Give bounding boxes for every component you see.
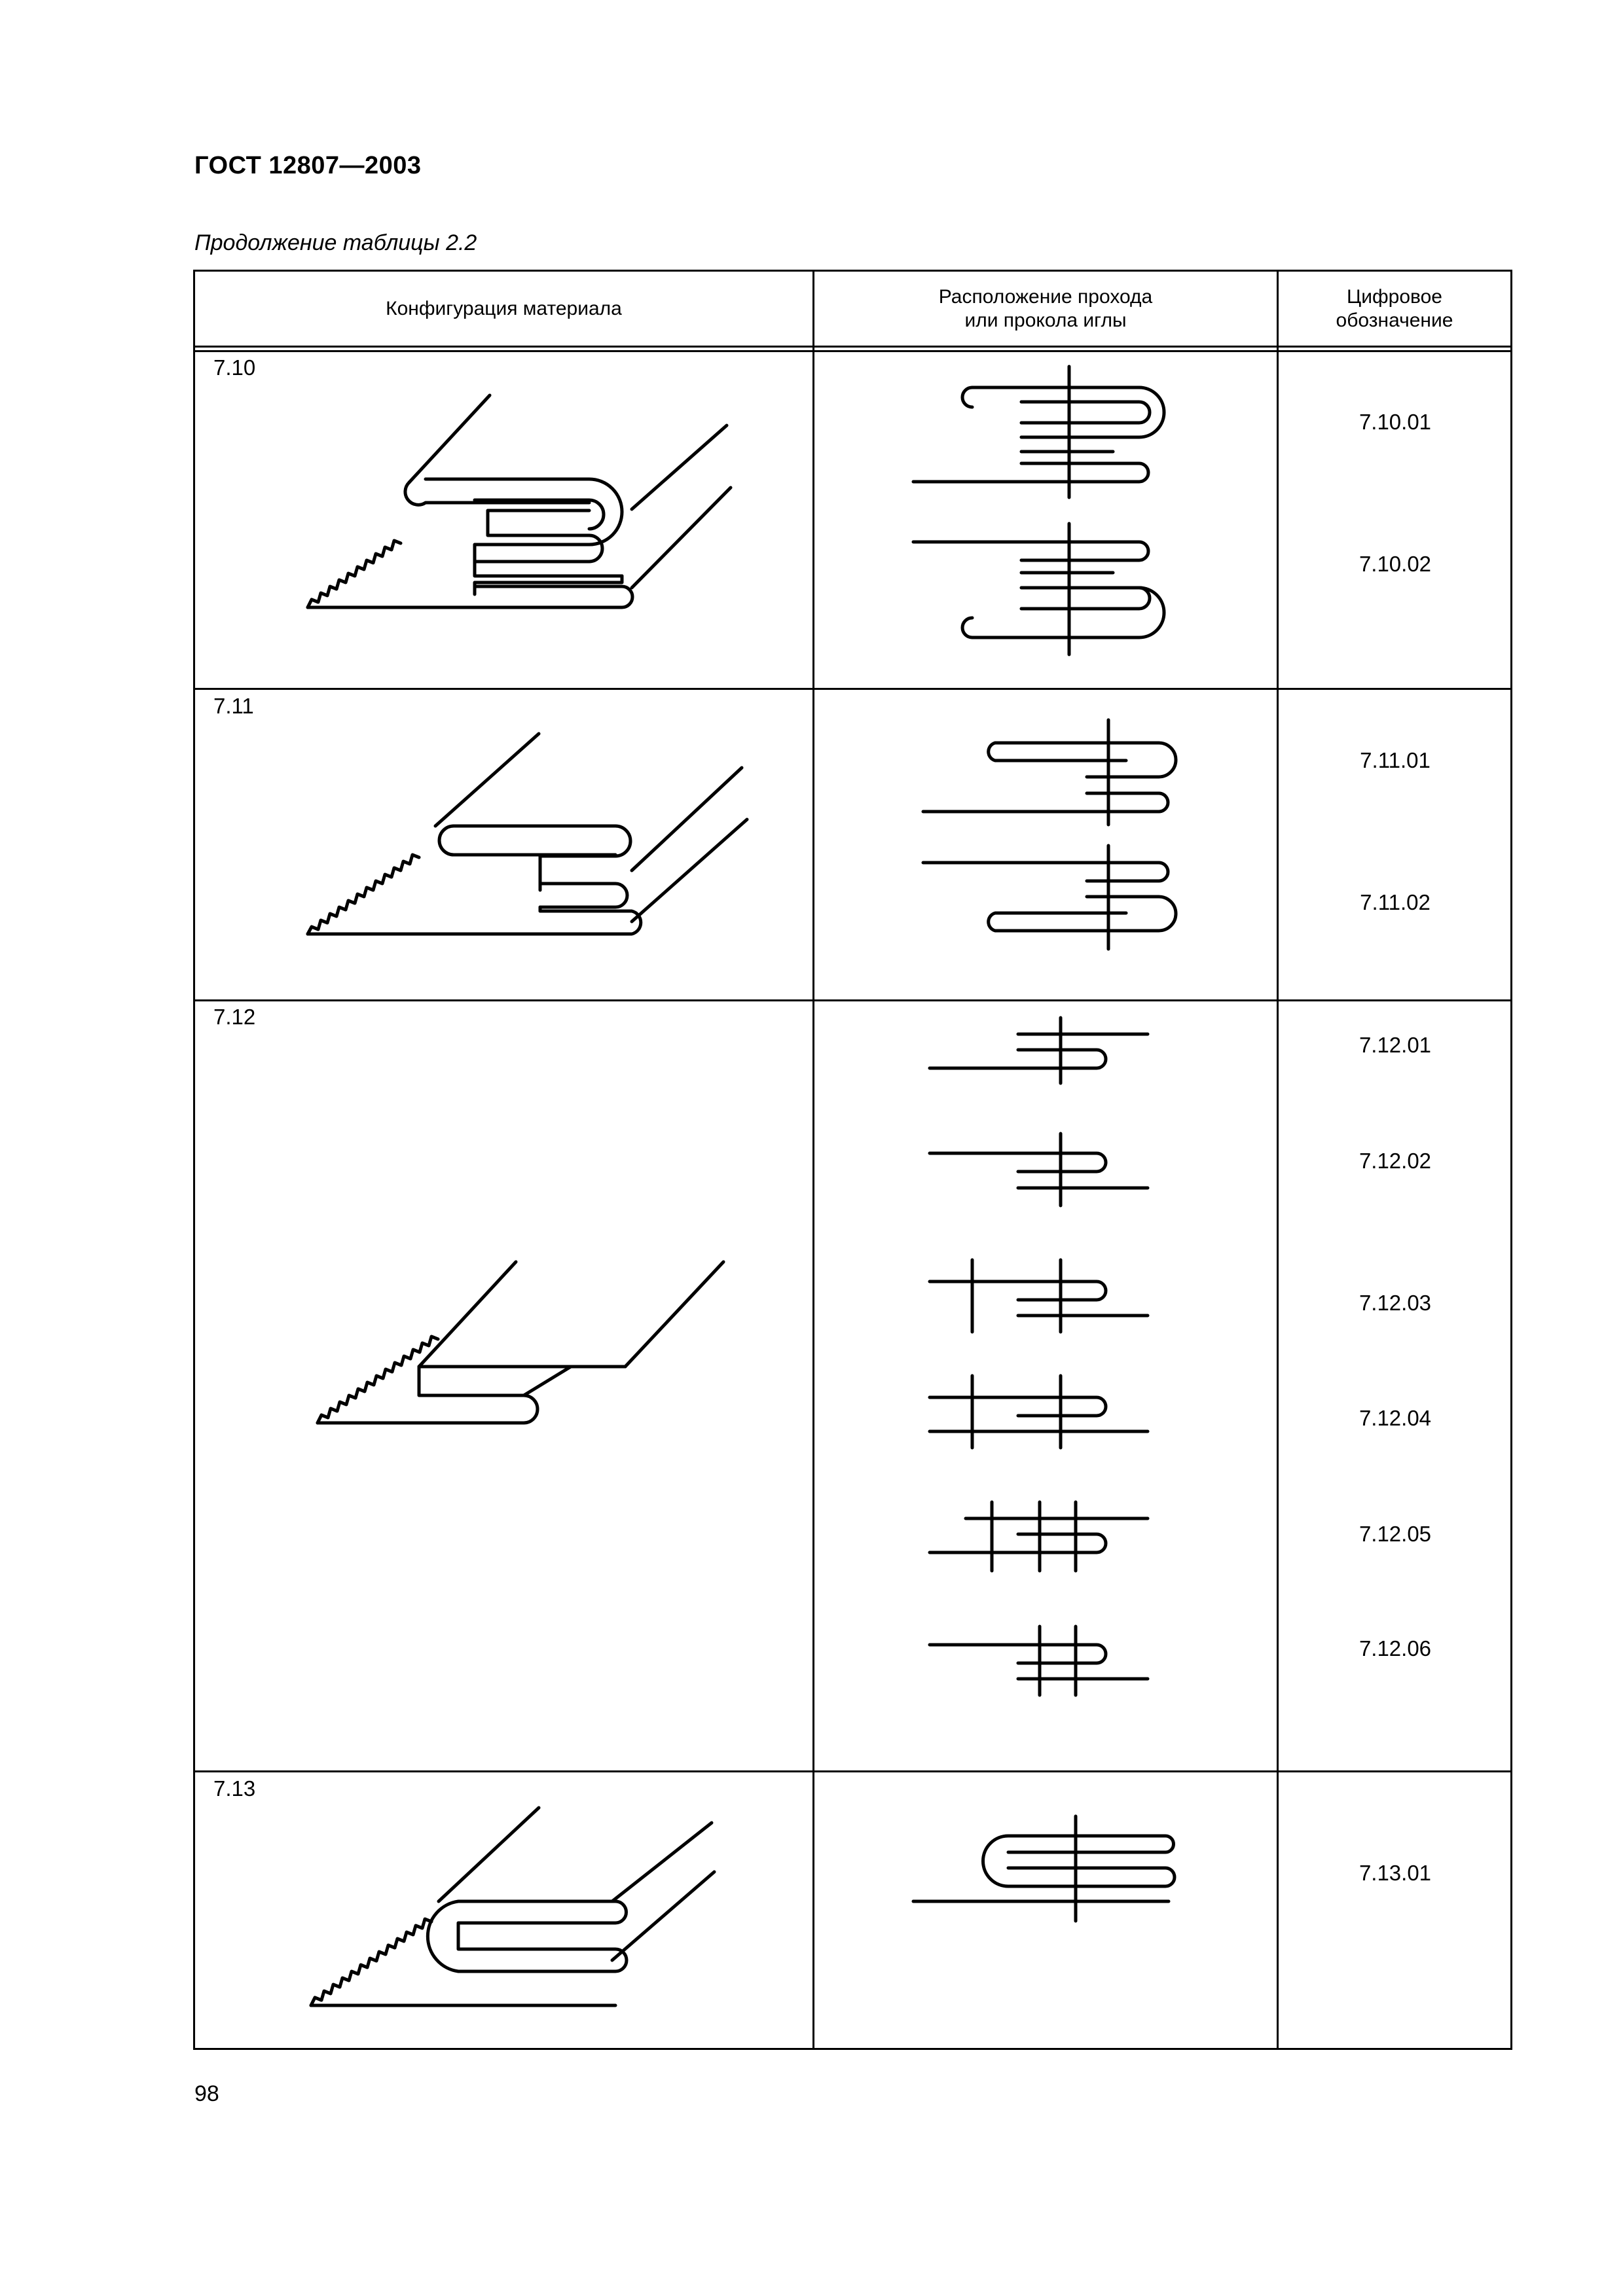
code-7-12-02: 7.12.02: [1359, 1149, 1432, 1173]
code-7-10-01: 7.10.01: [1359, 410, 1432, 434]
code-7-11-01: 7.11.01: [1360, 748, 1431, 772]
row-number-7-13: 7.13: [213, 1776, 256, 1801]
document-standard-title: ГОСТ 12807—2003: [194, 152, 422, 179]
row-number-7-12: 7.12: [213, 1005, 256, 1029]
table-caption: Продолжение таблицы 2.2: [194, 230, 477, 255]
code-7-13-01: 7.13.01: [1359, 1861, 1432, 1885]
code-7-12-03: 7.12.03: [1359, 1291, 1432, 1315]
page-number: 98: [194, 2081, 219, 2106]
row-number-7-10: 7.10: [213, 355, 256, 380]
code-7-12-04: 7.12.04: [1359, 1406, 1432, 1430]
code-7-10-02: 7.10.02: [1359, 552, 1432, 576]
code-7-12-06: 7.12.06: [1359, 1636, 1432, 1660]
code-7-12-01: 7.12.01: [1359, 1033, 1432, 1057]
column-header-position-line1: Расположение прохода: [938, 285, 1153, 308]
row-number-7-11: 7.11: [213, 694, 254, 718]
column-header-position-line2: или прокола иглы: [964, 309, 1127, 331]
column-header-code-line1: Цифровое: [1347, 285, 1442, 308]
column-header-config-text: Конфигурация материала: [386, 297, 622, 319]
column-header-code-line2: обозначение: [1336, 309, 1453, 331]
code-7-11-02: 7.11.02: [1360, 890, 1431, 914]
code-7-12-05: 7.12.05: [1359, 1522, 1432, 1546]
